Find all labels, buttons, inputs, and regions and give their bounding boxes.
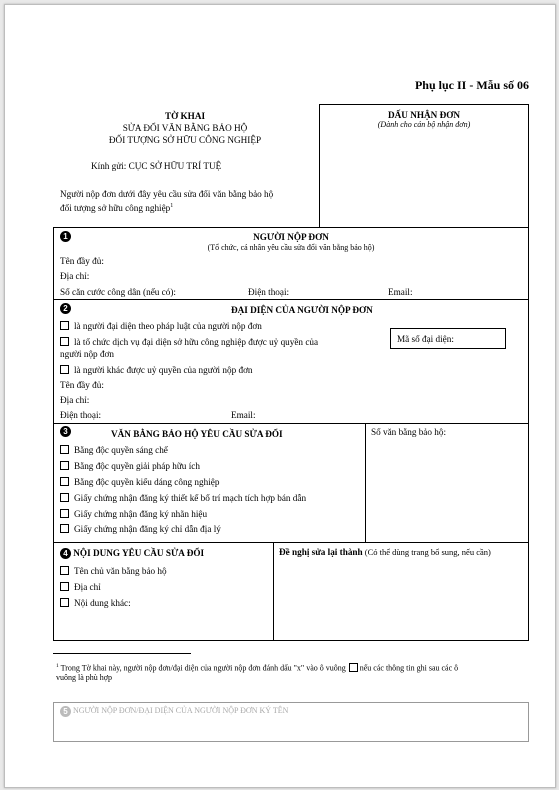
recipient: Kính gửi: CỤC SỞ HỮU TRÍ TUỆ [91,161,222,171]
applicant-name-label[interactable]: Tên đầy đủ: [60,256,104,266]
signature-title: 5 NGƯỜI NỘP ĐƠN/ĐẠI DIỆN CỦA NGƯỜI NỘP ĐƠN KÝ TÊN [60,705,288,717]
section1-subtitle: (Tổ chức, cá nhân yêu cầu sửa đổi văn bằng bảo hộ) [207,243,375,252]
rep-code-label: Mã số đại diện: [397,334,454,344]
section4-vdivider [273,542,274,641]
cert-number-label[interactable]: Số văn bằng bảo hộ: [371,427,447,437]
rep-option-other[interactable]: là người khác được uỷ quyền của người nộp đơn [60,364,253,376]
form-subtitle-1: SỬA ĐỔI VĂN BẰNG BẢO HỘ [122,123,248,133]
intro-line-2: đối tượng sở hữu công nghiệp$^1$ [60,203,174,214]
applicant-address-label[interactable]: Địa chỉ: [60,271,90,281]
form-subtitle-2: ĐỐI TƯỢNG SỞ HỮU CÔNG NGHIỆP [108,135,262,145]
rep-name-label[interactable]: Tên đầy đủ: [60,380,104,390]
section3-number: 3 [60,425,71,437]
applicant-phone-label[interactable]: Điện thoại: [248,287,290,297]
section1-title: NGƯỜI NỘP ĐƠN [253,232,329,242]
cert-type-geo[interactable]: Giấy chứng nhận đăng ký chỉ dẫn địa lý [60,523,221,535]
form-title: TỜ KHAI [164,111,206,121]
change-address[interactable]: Địa chỉ [60,581,101,593]
rep-phone-label[interactable]: Điện thoại: [60,410,102,420]
checkbox-icon[interactable] [60,509,69,518]
change-owner-name[interactable]: Tên chủ văn bằng bảo hộ [60,565,167,577]
change-other[interactable]: Nội dung khác: [60,597,131,609]
checkbox-icon[interactable] [60,477,69,486]
appendix-label: Phụ lục II - Mẫu số 06 [414,78,529,92]
checkbox-icon[interactable] [60,598,69,607]
applicant-email-label[interactable]: Email: [388,287,413,297]
section2-number: 2 [60,302,71,314]
form-page [4,4,556,788]
checkbox-icon[interactable] [60,365,69,374]
checkbox-icon[interactable] [60,461,69,470]
rep-option-service[interactable]: là tổ chức dịch vụ đại diện sở hữu công nghiệp được uỷ quyền của [60,336,318,348]
cert-type-utility[interactable]: Bằng độc quyền giải pháp hữu ích [60,460,200,472]
cert-type-patent[interactable]: Bằng độc quyền sáng chế [60,444,168,456]
section3-title: VĂN BẰNG BẢO HỘ YÊU CẦU SỬA ĐỔI [111,429,283,439]
stamp-title: DẤU NHẬN ĐƠN [388,110,460,120]
checkbox-icon [349,663,358,672]
divider-2 [53,423,529,424]
section4-heading: 4 NỘI DUNG YÊU CẦU SỬA ĐỔI [60,547,204,559]
checkbox-icon[interactable] [60,321,69,330]
checkbox-icon[interactable] [60,566,69,575]
cert-type-design[interactable]: Bằng độc quyền kiểu dáng công nghiệp [60,476,219,488]
cert-type-layout[interactable]: Giấy chứng nhận đăng ký thiết kế bố trí mạch tích hợp bán dẫn [60,492,306,504]
checkbox-icon[interactable] [60,337,69,346]
rep-address-label[interactable]: Địa chỉ: [60,395,90,405]
stamp-subtitle: (Dành cho cán bộ nhận đơn) [377,120,471,129]
checkbox-icon[interactable] [60,493,69,502]
rep-email-label[interactable]: Email: [231,410,256,420]
rep-option-legal[interactable]: là người đại diện theo pháp luật của người nộp đơn [60,320,262,332]
proposal-label[interactable]: Đề nghị sửa lại thành (Có thể dùng trang bổ sung, nếu cần) [279,547,491,557]
footnote-line-2: vuông là phù hợp [56,673,113,682]
divider-1 [53,299,529,300]
checkbox-icon[interactable] [60,524,69,533]
checkbox-icon[interactable] [60,445,69,454]
footnote-separator [53,653,191,654]
section2-title: ĐẠI DIỆN CỦA NGƯỜI NỘP ĐƠN [231,305,373,315]
divider-3 [53,542,529,543]
footnote-line-1: $^1$ Trong Tờ khai này, người nộp đơn/đại diện của người nộp đơn đánh dấu "x" vào ô vuông nếu các thông tin ghi sau các ô [56,663,459,673]
cert-type-trademark[interactable]: Giấy chứng nhận đăng ký nhãn hiệu [60,508,207,520]
section3-vdivider [365,423,366,542]
rep-option-service-cont: người nộp đơn [60,349,114,359]
section1-number: 1 [60,230,71,242]
checkbox-icon[interactable] [60,582,69,591]
intro-line-1: Người nộp đơn dưới đây yêu cầu sửa đổi văn bằng bảo hộ [60,189,274,199]
applicant-id-label[interactable]: Số căn cước công dân (nếu có): [60,287,176,297]
